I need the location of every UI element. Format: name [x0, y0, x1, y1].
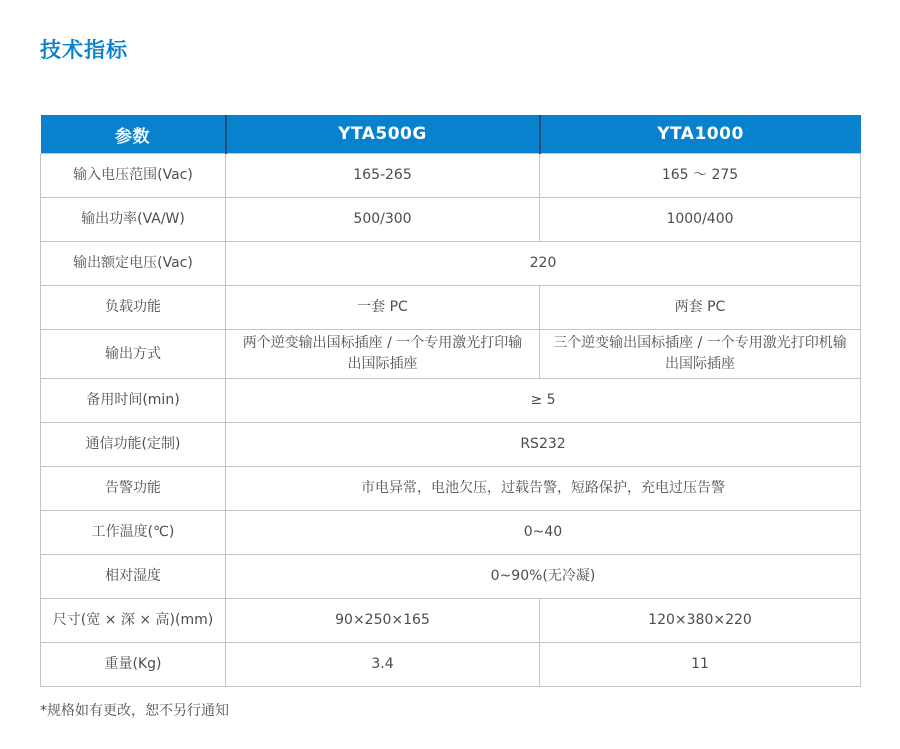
spec-row: [41, 330, 861, 379]
spec-table: [40, 115, 861, 687]
spec-row: [41, 154, 861, 198]
row-label: 输入电压范围(Vac): [41, 154, 226, 198]
row-label: 输出额定电压(Vac): [41, 242, 226, 286]
row-value-yta500g: 165-265: [226, 154, 540, 198]
spec-row: [41, 198, 861, 242]
row-value-yta500g: 90×250×165: [226, 599, 540, 643]
spec-row: [41, 379, 861, 423]
row-value-yta500g: 500/300: [226, 198, 540, 242]
row-label: 工作温度(℃): [41, 511, 226, 555]
row-label: 通信功能(定制): [41, 423, 226, 467]
spec-row: [41, 423, 861, 467]
row-label: 输出方式: [41, 330, 226, 379]
row-value-yta1000: 120×380×220: [540, 599, 861, 643]
spec-row: [41, 286, 861, 330]
header-cell-yta1000: YTA1000: [540, 115, 861, 154]
spec-row: [41, 511, 861, 555]
row-value-combined: 0~40: [226, 511, 861, 555]
row-value-yta500g: 两个逆变输出国标插座 / 一个专用激光打印输出国际插座: [226, 330, 540, 379]
spec-table-header: [41, 115, 861, 154]
row-value-combined: ≥ 5: [226, 379, 861, 423]
spec-row: [41, 643, 861, 687]
spec-row: [41, 599, 861, 643]
footnote: *规格如有更改，恕不另行通知: [40, 703, 229, 719]
row-value-yta1000: 165 ～ 275: [540, 154, 861, 198]
row-label: 相对湿度: [41, 555, 226, 599]
row-label: 告警功能: [41, 467, 226, 511]
row-label: 负载功能: [41, 286, 226, 330]
spec-row: [41, 242, 861, 286]
row-value-combined: 220: [226, 242, 861, 286]
row-label: 尺寸(宽 × 深 × 高)(mm): [41, 599, 226, 643]
header-cell-yta500g: YTA500G: [226, 115, 540, 154]
spec-table-body: [41, 154, 861, 687]
row-value-yta1000: 三个逆变输出国标插座 / 一个专用激光打印机输出国际插座: [540, 330, 861, 379]
row-label: 备用时间(min): [41, 379, 226, 423]
row-value-combined: 市电异常，电池欠压，过载告警，短路保护，充电过压告警: [226, 467, 861, 511]
header-row: [41, 115, 861, 154]
row-value-yta1000: 两套 PC: [540, 286, 861, 330]
page-title: 技术指标: [40, 38, 128, 62]
row-value-yta1000: 11: [540, 643, 861, 687]
row-value-yta1000: 1000/400: [540, 198, 861, 242]
header-cell-param: 参数: [41, 115, 226, 154]
row-label: 输出功率(VA/W): [41, 198, 226, 242]
row-value-yta500g: 一套 PC: [226, 286, 540, 330]
spec-row: [41, 467, 861, 511]
row-value-combined: RS232: [226, 423, 861, 467]
row-label: 重量(Kg): [41, 643, 226, 687]
row-value-combined: 0~90%(无冷凝): [226, 555, 861, 599]
row-value-yta500g: 3.4: [226, 643, 540, 687]
spec-row: [41, 555, 861, 599]
